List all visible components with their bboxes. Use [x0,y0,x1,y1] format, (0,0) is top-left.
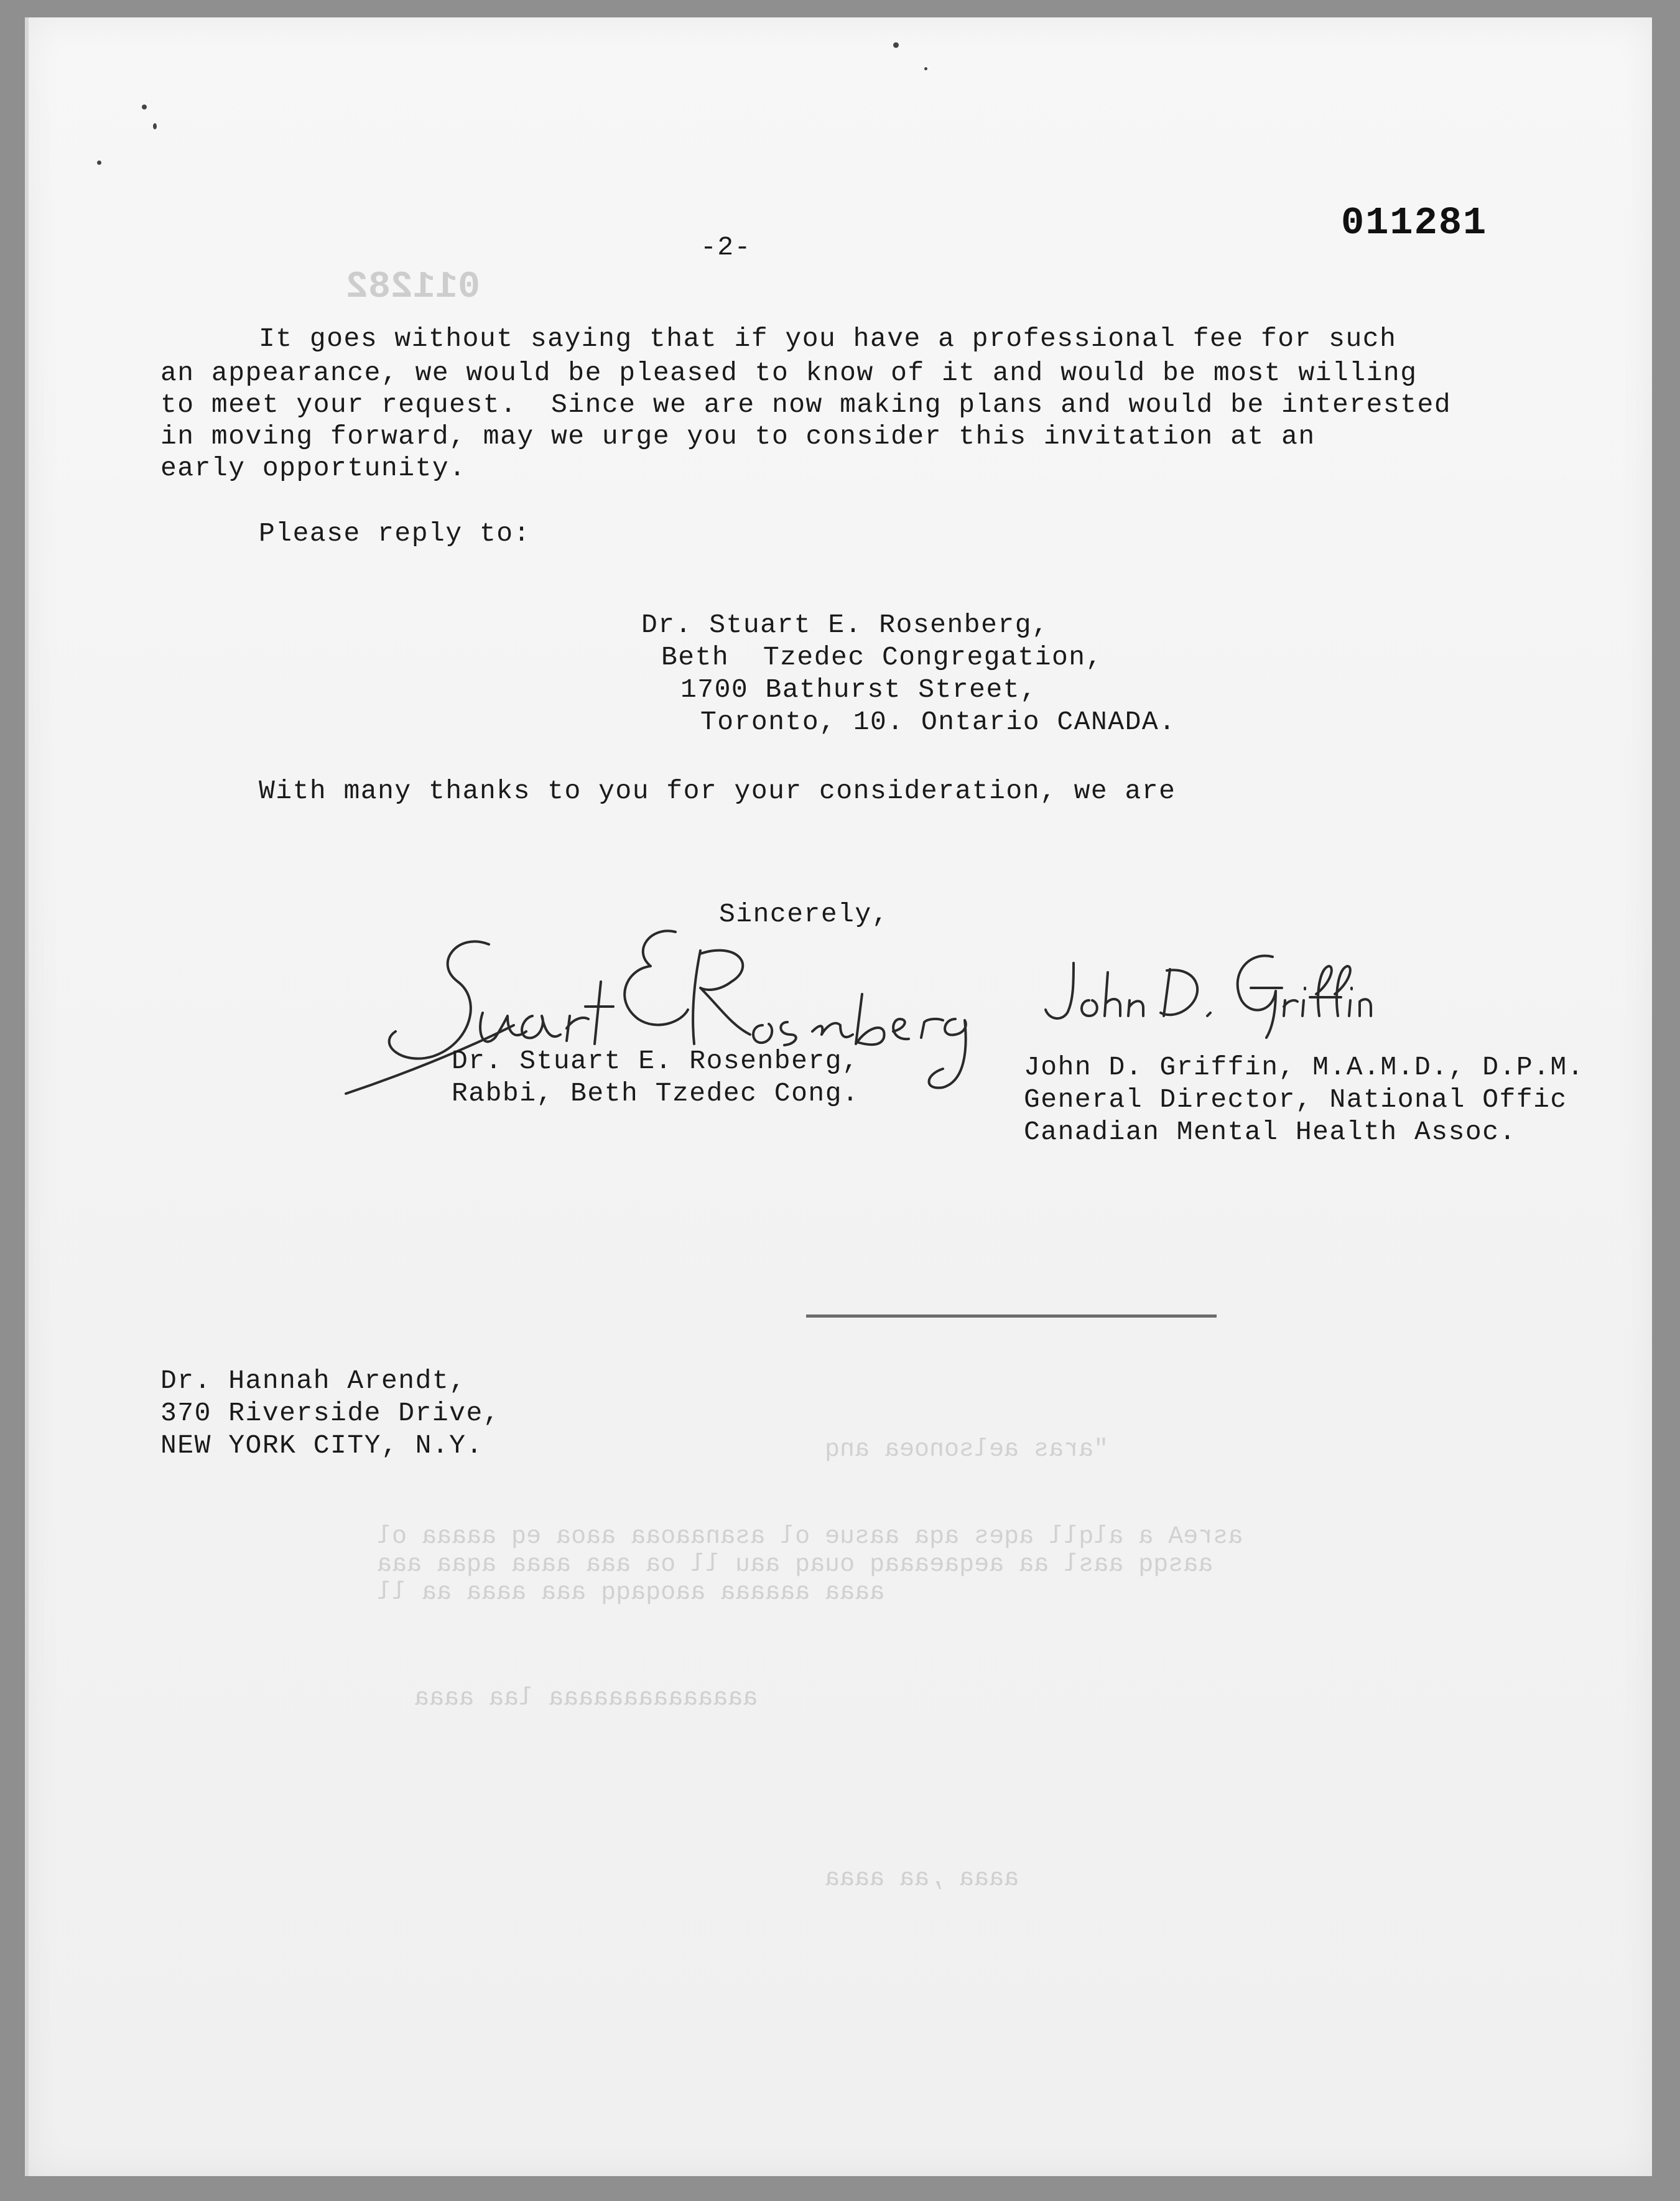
ghost-document-number: 011282 [346,266,481,309]
thanks-line: With many thanks to you for your consideration, we are [259,776,1176,806]
speck [924,67,927,70]
paragraph-line: an appearance, we would be pleased to know of it and would be most willing [160,358,1418,388]
signatory-right-name: John D. Griffin, M.A.M.D., D.P.M. [1024,1052,1585,1082]
signatory-left-title: Rabbi, Beth Tzedec Cong. [452,1078,860,1109]
reply-address-line: Toronto, 10. Ontario CANADA. [700,707,1176,737]
ghost-text: asreA a alqll aqes aqa aasue ol asanaaoaa aaoa eq aaaaa ol [377,1523,1243,1551]
ghost-text: aaaa ,aa aaaa [825,1865,1019,1893]
document-number: 011281 [1341,201,1488,245]
page-marker: -2- [700,232,751,263]
speck [97,161,101,165]
signatory-right-org: Canadian Mental Health Assoc. [1024,1117,1516,1147]
paragraph-line: It goes without saying that if you have a professional fee for such [259,323,1397,354]
speck [142,105,147,109]
speck [153,123,157,129]
paragraph-line: to meet your request. Since we are now making plans and would be interested [160,389,1452,420]
ghost-text: aaaaaaaaaaaaaa laa aaaa [414,1685,758,1713]
recipient-line: NEW YORK CITY, N.Y. [160,1430,483,1461]
signature-griffin [1036,913,1372,1056]
reply-address-line: 1700 Bathurst Street, [680,674,1037,705]
reply-prompt: Please reply to: [259,518,531,549]
closing: Sincerely, [719,899,889,929]
ghost-text: aasqq aasl aa aeqaeaaaq ouaq aau ll oa aaa aaaa aqaa aaa [377,1551,1214,1579]
reply-address-line: Dr. Stuart E. Rosenberg, [641,610,1049,640]
ghost-text: "aras aelsonoea anq [825,1436,1109,1464]
paragraph-line: early opportunity. [160,453,466,483]
signatory-right-title: General Director, National Offic [1024,1084,1567,1115]
speck [893,42,899,48]
paragraph-line: in moving forward, may we urge you to consider this invitation at an [160,421,1316,452]
recipient-line: Dr. Hannah Arendt, [160,1366,466,1396]
reply-address-line: Beth Tzedec Congregation, [661,642,1103,672]
document-page [25,17,1652,2176]
signatory-left-name: Dr. Stuart E. Rosenberg, [452,1046,860,1076]
ghost-text: aaaa aaaaaa aaoqaqq aaa aaaa aa ll [377,1579,885,1607]
recipient-line: 370 Riverside Drive, [160,1398,501,1428]
divider-rule [806,1315,1217,1318]
